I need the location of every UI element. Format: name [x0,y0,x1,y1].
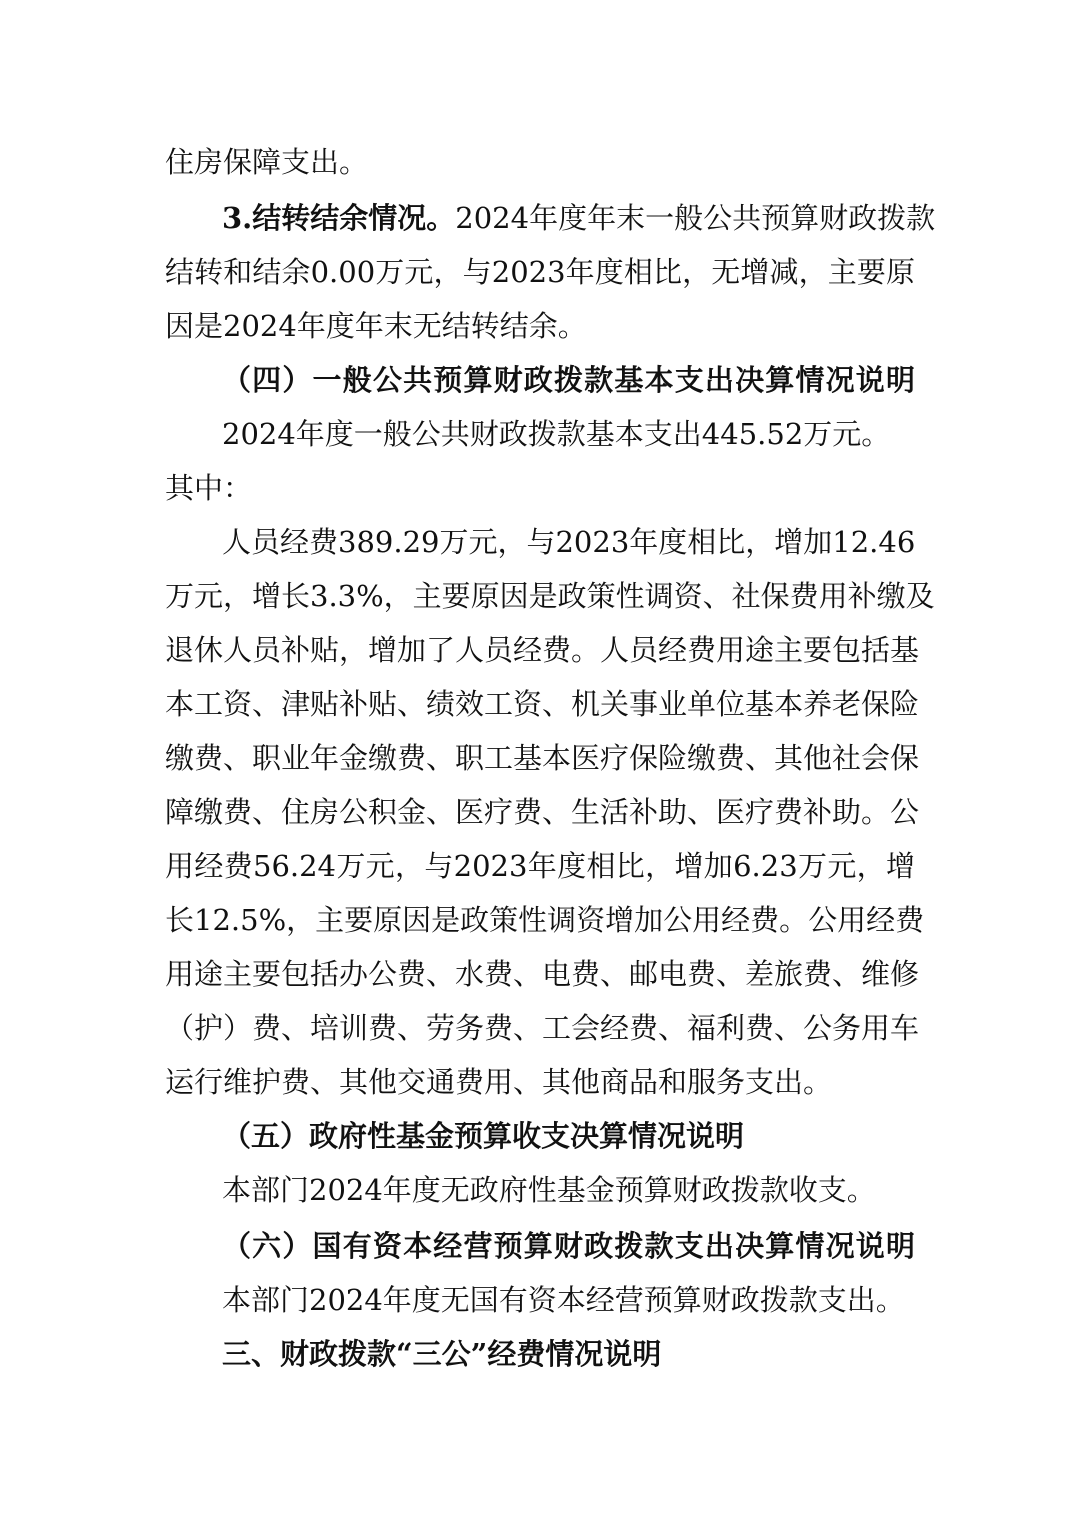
paragraph-line: 人员经费389.29万元，与2023年度相比，增加12.46 [222,525,916,559]
paragraph-line [222,198,936,238]
paragraph-line: 住房保障支出。 [165,145,369,179]
paragraph-line: 其中： [165,471,253,505]
section-heading-5: （五）政府性基金预算收支决算情况说明 [222,1119,745,1153]
paragraph-line: 万元，增长3.3%，主要原因是政策性调资、社保费用补缴及 [165,579,935,613]
paragraph-line: 因是2024年度年末无结转结余。 [165,309,587,343]
paragraph-text: 2024年度年末一般公共预算财政拨款 [455,201,936,235]
section-heading-6: （六）国有资本经营预算财政拨款支出决算情况说明 [222,1229,915,1263]
paragraph-line: （护）费、培训费、劳务费、工会经费、福利费、公务用车 [165,1011,920,1045]
subheading-carryover: 3.结转结余情况。 [222,201,456,235]
paragraph-line: 长12.5%，主要原因是政策性调资增加公用经费。公用经费 [165,903,925,937]
paragraph-line: 缴费、职业年金缴费、职工基本医疗保险缴费、其他社会保 [165,741,920,775]
section-heading-4: （四）一般公共预算财政拨款基本支出决算情况说明 [222,363,915,397]
paragraph-line: 用途主要包括办公费、水费、电费、邮电费、差旅费、维修 [165,957,920,991]
paragraph-line: 本部门2024年度无政府性基金预算财政拨款收支。 [222,1173,876,1207]
paragraph-line: 本工资、津贴补贴、绩效工资、机关事业单位基本养老保险 [165,687,920,721]
paragraph-line: 用经费56.24万元，与2023年度相比，增加6.23万元，增 [165,849,915,883]
paragraph-line: 2024年度一般公共财政拨款基本支出445.52万元。 [222,417,891,451]
paragraph-line: 结转和结余0.00万元，与2023年度相比，无增减，主要原 [165,255,915,289]
chapter-heading-3: 三、财政拨款“三公”经费情况说明 [222,1337,662,1371]
paragraph-line: 运行维护费、其他交通费用、其他商品和服务支出。 [165,1065,833,1099]
paragraph-line: 障缴费、住房公积金、医疗费、生活补助、医疗费补助。公 [165,795,920,829]
paragraph-line: 本部门2024年度无国有资本经营预算财政拨款支出。 [222,1283,905,1317]
paragraph-line: 退休人员补贴，增加了人员经费。人员经费用途主要包括基 [165,633,920,667]
